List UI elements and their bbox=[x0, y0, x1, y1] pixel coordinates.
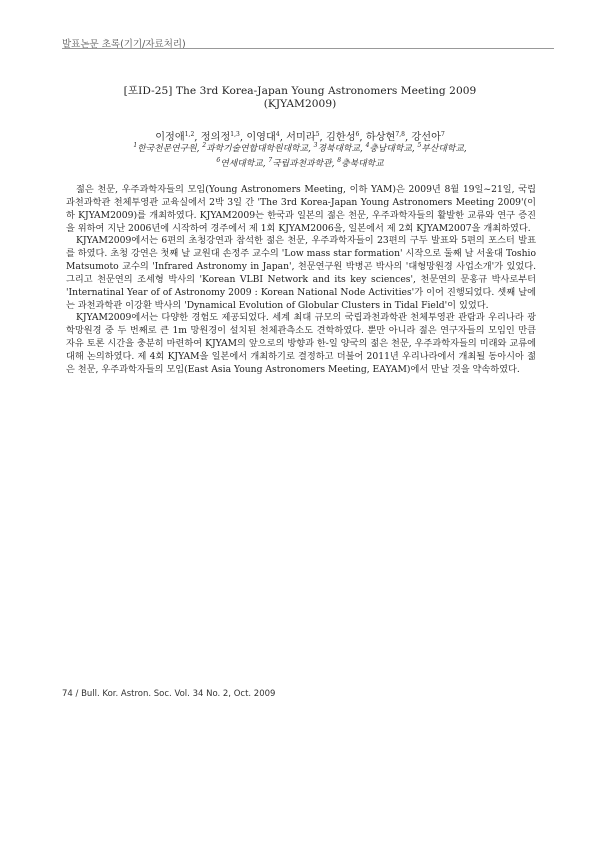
page-footer-citation: 74 / Bull. Kor. Astron. Soc. Vol. 34 No. 2, Oct. 2009 bbox=[62, 689, 276, 699]
author: 정의정$^{1,3}$, bbox=[200, 131, 247, 143]
title-line-2: (KJYAM2009) bbox=[263, 98, 337, 110]
title-line-1: [포ID-25] The 3rd Korea-Japan Young Astronomers Meeting 2009 bbox=[123, 85, 477, 97]
author: 이정애$^{1,2}$, bbox=[155, 131, 201, 143]
author: 서미라$^5$, bbox=[286, 131, 327, 143]
header-divider bbox=[62, 48, 554, 49]
author: 김한성$^6$, bbox=[326, 131, 366, 143]
author: 하상현$^{7,8}$, bbox=[365, 131, 412, 143]
body-paragraph: KJYAM2009에서는 다양한 경험도 제공되었다. 세계 최대 규모의 국립과천과학관 천체투영관 관람과 우리나라 광학망원경 중 두 번째로 큰 1m 망원경이 설치된 천체관측소도 견학하였다. 뿐만 아니라 젊은 연구자들의 모임인 만큼 자유 토론 시간을 충분히 마련하여 KJYAM의 앞으로의 방향과 한-일 양국의 젊은 천문, 우주과학자들의 미래와 교류에 대해 논의하였다. 제 4회 KJYAM을 일본에서 개최하기로 결정하고 더불어 2011년 우리나라에서 개최될 동아시아 젊은 천문, 우주과학자들의 모임(East Asia Young Astronomers Meeting, EAYAM)에서 만날 것을 약속하였다. bbox=[66, 312, 536, 375]
abstract-body bbox=[66, 184, 536, 377]
affiliation-line-1: $^1$한국천문연구원, $^2$과학기술연합대학원대학교, $^3$경북대학교, $^4$충남대학교, $^5$부산대학교, bbox=[133, 142, 467, 154]
author: 이영대$^4$, bbox=[246, 131, 287, 143]
author: 강선아$^7$ bbox=[411, 131, 445, 143]
body-paragraph: KJYAM2009에서는 6편의 초청강연과 참석한 젊은 천문, 우주과학자들이 23편의 구두 발표와 5편의 포스터 발표를 하였다. 초청 강연은 첫째 날 교원대 손정주 교수의 'Low mass star formation' 시작으로 둘째 날 서울대 Toshio Matsumoto 교수의 'Infrared Astronomy in Japan', 천문연구원 박병곤 박사의 '대형망원경 사업소개'가 있었다. 그리고 천문연의 조세형 박사의 'Korean VLBI Network and its key sciences', 천문연의 문홍규 박사로부터 'Internatinal Year of of Astronomy 2009 : Korean National Node Activities'가 이어 진행되었다. 셋째 날에는 과천과학관 이강환 박사의 'Dynamical Evolution of Globular Clusters in Tidal Field'이 있었다. bbox=[66, 235, 536, 311]
abstract-title bbox=[70, 85, 530, 111]
affiliation-list bbox=[70, 140, 530, 170]
affiliation-line-2: $^6$연세대학교, $^7$국립과천과학관, $^8$충북대학교 bbox=[216, 157, 384, 169]
body-paragraph: 젊은 천문, 우주과학자들의 모임(Young Astronomers Meeting, 이하 YAM)은 2009년 8월 19일~21일, 국립과천과학관 천체투영관 교육실에서 2박 3일 간 'The 3rd Korea-Japan Young Astronomers Meeting 2009'(이하 KJYAM2009)를 개최하였다. KJYAM2009는 한국과 일본의 젊은 천문, 우주과학자들의 활발한 교류와 연구 증진을 위하여 지난 2006년에 시작하여 경주에서 제 1회 KJYAM2006을, 일본에서 제 2회 KJYAM2007을 개최하였다. bbox=[66, 184, 536, 234]
section-header: 발표논문 초록(기기/자료처리) bbox=[62, 39, 186, 50]
